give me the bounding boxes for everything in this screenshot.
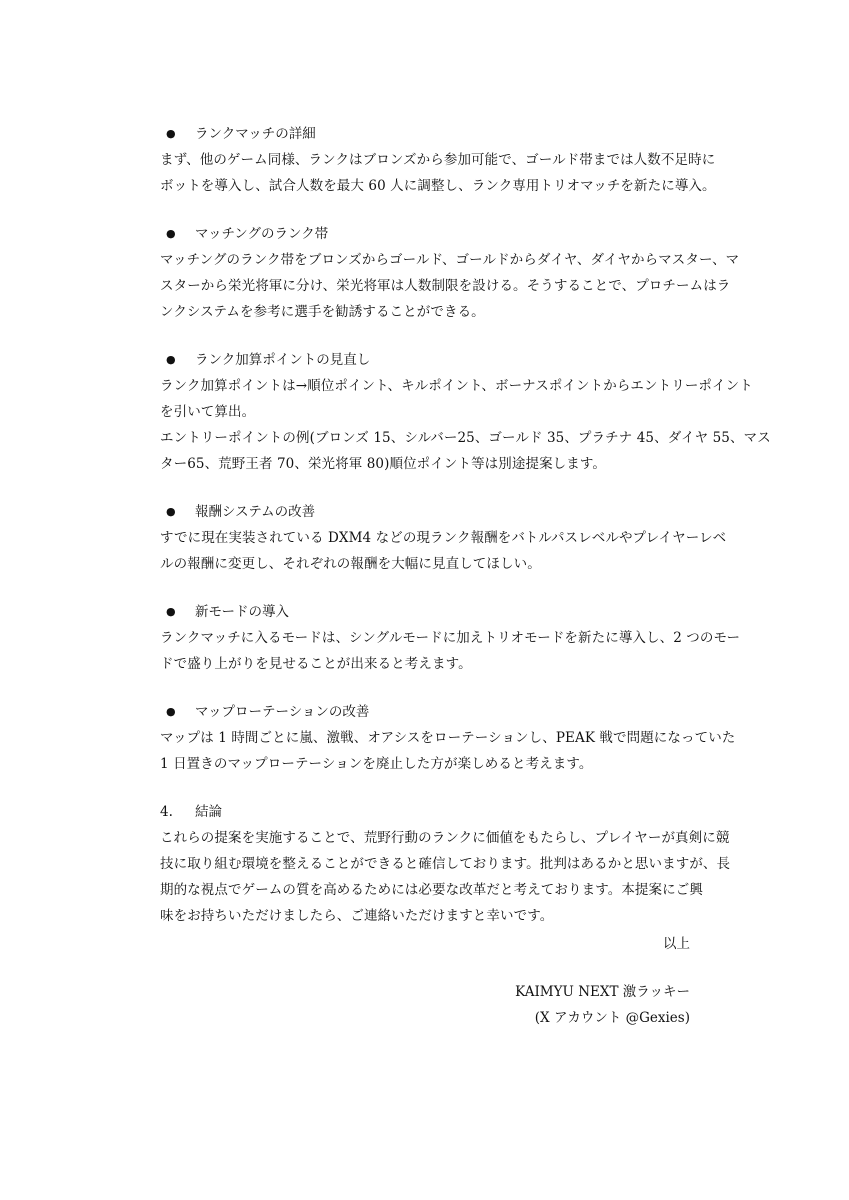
section-reward-system	[160, 499, 727, 577]
body-line: ター65、荒野王者 70、栄光将軍 80)順位ポイント等は別途提案します。	[160, 456, 607, 472]
body-line: スターから栄光将軍に分け、栄光将軍は人数制限を設ける。そうすることで、プロチームはラ	[160, 278, 731, 294]
bullet-icon: ●	[166, 227, 176, 240]
body-line: を引いて算出。	[160, 404, 256, 420]
body-line: ランク加算ポイントは→順位ポイント、キルポイント、ボーナスポイントからエントリーポイント	[160, 378, 753, 394]
body-line: これらの提案を実施することで、荒野行動のランクに価値をもたらし、プレイヤーが真剣に競	[160, 830, 730, 846]
section-heading	[160, 599, 690, 625]
body-line: ンクシステムを参考に選手を勧誘することができる。	[160, 304, 485, 320]
body-line: エントリーポイントの例(ブロンズ 15、シルバー25、ゴールド 35、プラチナ 45、ダイヤ 55、マス	[160, 430, 771, 446]
section-map-rotation	[160, 699, 736, 777]
bullet-icon: ●	[166, 505, 176, 518]
signature-name: KAIMYU NEXT 激ラッキー	[515, 984, 690, 1000]
section-title: 報酬システムの改善	[195, 504, 316, 520]
bullet-icon: ●	[166, 705, 176, 718]
body-line: ランクマッチに入るモードは、シングルモードに加えトリオモードを新たに導入し、2 つのモー	[160, 630, 741, 646]
section-heading	[160, 221, 690, 247]
signature-block	[160, 979, 690, 1031]
bullet-icon: ●	[166, 127, 176, 140]
section-title: 新モードの導入	[195, 604, 289, 620]
body-line: ルの報酬に変更し、それぞれの報酬を大幅に見直してほしい。	[160, 556, 541, 572]
document-content	[160, 121, 771, 1031]
section-heading	[160, 499, 690, 525]
section-new-mode	[160, 599, 741, 677]
body-line: 1 日置きのマップローテーションを廃止した方が楽しめると考えます。	[160, 756, 593, 772]
section-heading	[160, 699, 690, 725]
section-matching-rank-bands	[160, 221, 740, 325]
body-line: 味をお持ちいただけましたら、ご連絡いただけますと幸いです。	[160, 908, 554, 924]
body-line: 期的な視点でゲームの質を高めるためには必要な改革だと考えております。本提案にご興	[160, 882, 703, 898]
body-line: マッチングのランク帯をブロンズからゴールド、ゴールドからダイヤ、ダイヤからマスター、マ	[160, 252, 740, 268]
body-line: ドで盛り上がりを見せることが出来ると考えます。	[160, 656, 472, 672]
section-heading	[160, 347, 690, 373]
section-heading	[160, 799, 690, 825]
section-conclusion	[160, 799, 731, 957]
section-title: 結論	[195, 804, 222, 820]
section-title: ランク加算ポイントの見直し	[195, 352, 371, 368]
body-line: 技に取り組む環境を整えることができると確信しております。批判はあるかと思いますが、長	[160, 856, 731, 872]
body-line: マップは 1 時間ごとに嵐、激戦、オアシスをローテーションし、PEAK 戦で問題になっていた	[160, 730, 736, 746]
section-title: マップローテーションの改善	[195, 704, 370, 720]
bullet-icon: ●	[166, 353, 176, 366]
body-line: ボットを導入し、試合人数を最大 60 人に調整し、ランク専用トリオマッチを新たに導入。	[160, 178, 716, 194]
signature-account: (X アカウント @Gexies)	[534, 1010, 690, 1026]
section-title: マッチングのランク帯	[195, 226, 329, 242]
bullet-icon: ●	[166, 605, 176, 618]
closing-text: 以上	[663, 936, 690, 952]
section-rank-points-review	[160, 347, 771, 477]
body-line: すでに現在実装されている DXM4 などの現ランク報酬をバトルパスレベルやプレイヤーレベ	[160, 530, 727, 546]
body-line: まず、他のゲーム同様、ランクはブロンズから参加可能で、ゴールド帯までは人数不足時に	[160, 152, 716, 168]
section-rank-match-details	[160, 121, 716, 199]
section-heading	[160, 121, 690, 147]
section-number: 4.	[160, 804, 173, 820]
section-title: ランクマッチの詳細	[195, 126, 316, 142]
